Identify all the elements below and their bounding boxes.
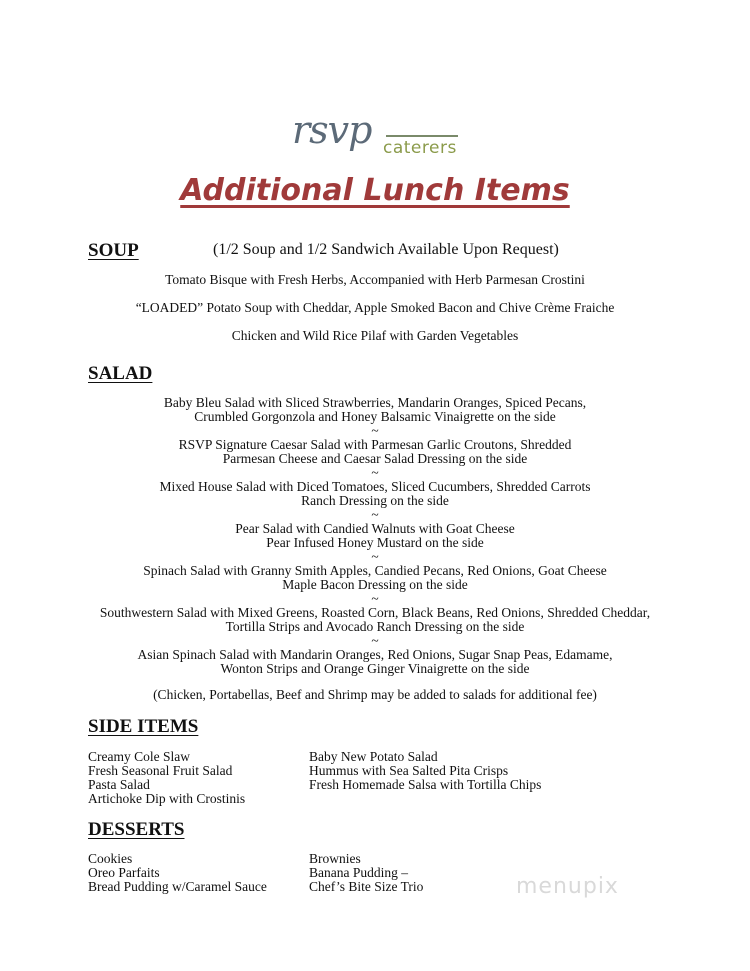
salad-line: Crumbled Gorgonzola and Honey Balsamic Vinaigrette on the side (194, 409, 556, 424)
salad-line: Spinach Salad with Granny Smith Apples, Candied Pecans, Red Onions, Goat Cheese (143, 563, 607, 578)
dessert-item: Brownies (309, 851, 361, 866)
salad-line: Ranch Dressing on the side (301, 493, 449, 508)
side-item: Creamy Cole Slaw (88, 749, 190, 764)
side-item: Fresh Seasonal Fruit Salad (88, 763, 233, 778)
soup-item: Tomato Bisque with Fresh Herbs, Accompanied with Herb Parmesan Crostini (165, 272, 585, 287)
dessert-item: Cookies (88, 851, 133, 866)
salad-line: Parmesan Cheese and Caesar Salad Dressing on the side (222, 451, 528, 466)
side-items-heading: SIDE ITEMS (88, 716, 199, 737)
watermark: menupix (516, 874, 619, 899)
side-item: Artichoke Dip with Crostinis (88, 791, 246, 806)
desserts-left-column (88, 852, 267, 894)
soup-note: (1/2 Soup and 1/2 Sandwich Available Upon Request) (213, 241, 559, 258)
side-item: Hummus with Sea Salted Pita Crisps (309, 763, 509, 778)
salad-line: Southwestern Salad with Mixed Greens, Roasted Corn, Black Beans, Red Onions, Shredded Cheddar, (99, 605, 651, 620)
salad-note: (Chicken, Portabellas, Beef and Shrimp may be added to salads for additional fee) (153, 687, 597, 702)
salad-separator: ~ (371, 465, 379, 480)
salad-line: RSVP Signature Caesar Salad with Parmesan Garlic Croutons, Shredded (178, 437, 572, 452)
salad-line: Baby Bleu Salad with Sliced Strawberries, Mandarin Oranges, Spiced Pecans, (163, 395, 587, 410)
dessert-item: Bread Pudding w/Caramel Sauce (88, 879, 267, 894)
desserts-right-column (309, 852, 423, 894)
logo-script: rsvp (292, 108, 372, 152)
side-item: Baby New Potato Salad (309, 749, 438, 764)
dessert-item: Oreo Parfaits (88, 865, 160, 880)
soup-heading: SOUP (88, 240, 139, 261)
salad-separator: ~ (371, 507, 379, 522)
salad-line: Asian Spinach Salad with Mandarin Oranges, Red Onions, Sugar Snap Peas, Edamame, (137, 647, 613, 662)
side-item: Pasta Salad (88, 777, 150, 792)
salad-separator: ~ (371, 549, 379, 564)
soup-item: “LOADED” Potato Soup with Cheddar, Apple Smoked Bacon and Chive Crème Fraiche (135, 300, 615, 315)
salad-line: Pear Salad with Candied Walnuts with Goat Cheese (235, 521, 515, 536)
salad-line: Pear Infused Honey Mustard on the side (266, 535, 484, 550)
side-item: Fresh Homemade Salsa with Tortilla Chips (309, 777, 542, 792)
salad-list (0, 396, 750, 676)
salad-separator: ~ (371, 591, 379, 606)
soup-item: Chicken and Wild Rice Pilaf with Garden Vegetables (231, 328, 519, 343)
salad-separator: ~ (371, 423, 379, 438)
salad-line: Maple Bacon Dressing on the side (282, 577, 468, 592)
dessert-item: Banana Pudding – (309, 865, 408, 880)
side-items-left-column (88, 750, 245, 806)
page-title: Additional Lunch Items (180, 173, 570, 208)
side-items-right-column (309, 750, 541, 792)
salad-heading: SALAD (88, 363, 153, 384)
logo-underline (386, 135, 458, 137)
salad-separator: ~ (371, 633, 379, 648)
dessert-item: Chef’s Bite Size Trio (309, 879, 424, 894)
desserts-heading: DESSERTS (88, 819, 185, 840)
logo-subtitle: caterers (383, 138, 457, 158)
company-logo (288, 108, 463, 166)
salad-line: Mixed House Salad with Diced Tomatoes, Sliced Cucumbers, Shredded Carrots (159, 479, 591, 494)
salad-line: Tortilla Strips and Avocado Ranch Dressing on the side (225, 619, 525, 634)
salad-line: Wonton Strips and Orange Ginger Vinaigrette on the side (220, 661, 530, 676)
